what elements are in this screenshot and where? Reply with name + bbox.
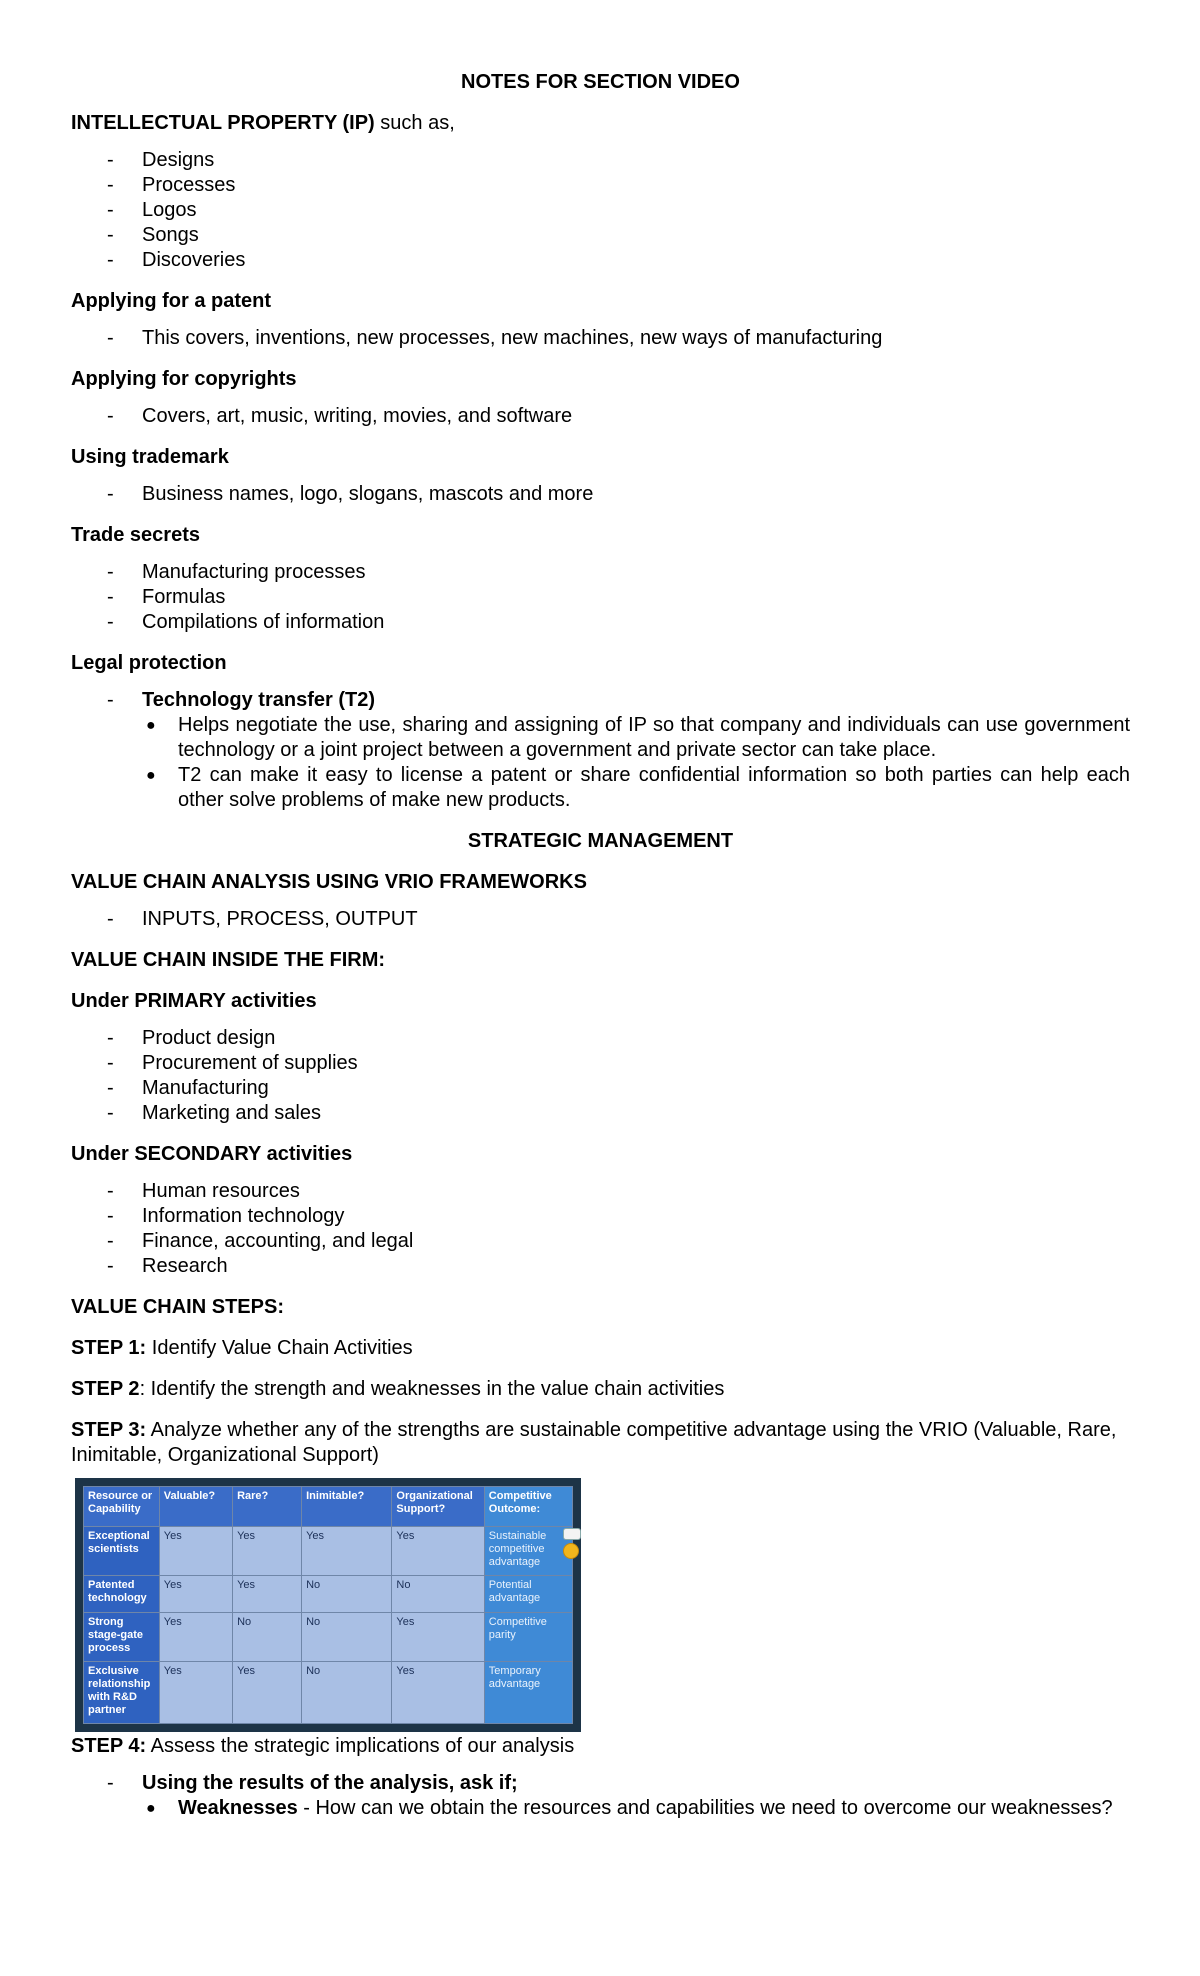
- table-header-cell: Resource or Capability: [84, 1487, 160, 1527]
- primary-list: [71, 1026, 1130, 1126]
- list-item: - Business names, logo, slogans, mascots and more: [107, 483, 594, 505]
- vca-heading: VALUE CHAIN ANALYSIS USING VRIO FRAMEWORKS: [71, 871, 587, 893]
- patent-heading: Applying for a patent: [71, 290, 271, 312]
- step-3: STEP 3: Analyze whether any of the strengths are sustainable competitive advantage using the VRIO (Valuable, Rare, Inimitable, Organizational Support): [71, 1419, 1117, 1466]
- list-item: - Information technology: [107, 1205, 345, 1227]
- inside-heading: VALUE CHAIN INSIDE THE FIRM:: [71, 949, 386, 971]
- steps-heading: VALUE CHAIN STEPS:: [71, 1296, 284, 1318]
- secondary-heading: Under SECONDARY activities: [71, 1143, 353, 1165]
- table-header-cell: Valuable?: [159, 1487, 232, 1527]
- list-item: - INPUTS, PROCESS, OUTPUT: [107, 908, 418, 930]
- step4-list: [71, 1771, 1130, 1821]
- vca-list: [71, 907, 1130, 932]
- vrio-table-image: [75, 1478, 581, 1732]
- step-4: STEP 4: Assess the strategic implications of our analysis: [71, 1735, 575, 1757]
- step-1: STEP 1: Identify Value Chain Activities: [71, 1337, 413, 1359]
- legal-bullets: [142, 713, 1130, 813]
- table-row: Strong stage-gate process Yes No No Yes Competitive parity: [84, 1613, 573, 1662]
- table-header-cell: Inimitable?: [302, 1487, 392, 1527]
- legal-list: [71, 688, 1130, 813]
- list-item: - Formulas: [107, 586, 226, 608]
- trademark-heading: Using trademark: [71, 446, 229, 468]
- table-row: Exceptional scientists Yes Yes Yes Yes Sustainable competitive advantage: [84, 1527, 573, 1576]
- list-item: - Designs: [107, 149, 215, 171]
- list-item: - Human resources: [107, 1180, 300, 1202]
- list-item: - Technology transfer (T2) ● Helps negotiate the use, sharing and assigning of IP so that company and individuals can use government technology or a joint project between a government and private sector can take place. ● T2 can make it easy to license a patent or share confidential information so both parties can help each other solve problems of make new products.: [107, 689, 1130, 811]
- list-item: - Research: [107, 1255, 228, 1277]
- ip-heading: [71, 111, 1130, 136]
- trademark-list: [71, 482, 1130, 507]
- list-item: - Marketing and sales: [107, 1102, 321, 1124]
- bullet-item: ● Weaknesses - How can we obtain the resources and capabilities we need to overcome our weaknesses?: [146, 1797, 1113, 1819]
- bullet-item: ● T2 can make it easy to license a patent or share confidential information so both parties can help each other solve problems of make new products.: [146, 764, 1130, 811]
- ip-heading-bold: INTELLECTUAL PROPERTY (IP): [71, 112, 375, 134]
- ip-list: [71, 148, 1130, 273]
- step4-bullets: [142, 1796, 1130, 1821]
- copyright-heading: Applying for copyrights: [71, 368, 297, 390]
- primary-heading: Under PRIMARY activities: [71, 990, 317, 1012]
- list-item: - Songs: [107, 224, 199, 246]
- table-header-cell: Competitive Outcome:: [484, 1487, 572, 1527]
- list-item: - Logos: [107, 199, 197, 221]
- bullet-item: ● Helps negotiate the use, sharing and assigning of IP so that company and individuals can use government technology or a joint project between a government and private sector can take place.: [146, 714, 1130, 761]
- copyright-list: [71, 404, 1130, 429]
- strategic-title: STRATEGIC MANAGEMENT: [467, 830, 734, 852]
- list-item: - Compilations of information: [107, 611, 385, 633]
- patent-list: [71, 326, 1130, 351]
- list-item: - Discoveries: [107, 249, 246, 271]
- vrio-table: [83, 1486, 573, 1724]
- trade-secrets-list: [71, 560, 1130, 635]
- list-item: - Using the results of the analysis, ask if; ● Weaknesses - How can we obtain the resources and capabilities we need to overcome our weaknesses?: [71, 1771, 1130, 1821]
- award-badge-icon: [563, 1528, 581, 1559]
- trade-secrets-heading: Trade secrets: [71, 524, 200, 546]
- table-header-cell: Rare?: [233, 1487, 302, 1527]
- step-2: STEP 2: Identify the strength and weaknesses in the value chain activities: [71, 1378, 725, 1400]
- list-item: - Finance, accounting, and legal: [107, 1230, 414, 1252]
- list-item: - Manufacturing processes: [107, 561, 366, 583]
- page-title: NOTES FOR SECTION VIDEO: [461, 71, 740, 93]
- table-row: Exclusive relationship with R&D partner Yes Yes No Yes Temporary advantage: [84, 1662, 573, 1724]
- list-item: - Procurement of supplies: [107, 1052, 358, 1074]
- list-item: - Processes: [107, 174, 236, 196]
- list-item: - Manufacturing: [107, 1077, 269, 1099]
- table-header-row: [84, 1487, 573, 1527]
- list-item: - This covers, inventions, new processes, new machines, new ways of manufacturing: [107, 327, 883, 349]
- legal-heading: Legal protection: [71, 652, 227, 674]
- list-item: - Product design: [107, 1027, 276, 1049]
- table-row: Patented technology Yes Yes No No Potential advantage: [84, 1576, 573, 1613]
- list-item: - Covers, art, music, writing, movies, and software: [107, 405, 573, 427]
- table-header-cell: Organizational Support?: [392, 1487, 484, 1527]
- secondary-list: [71, 1179, 1130, 1279]
- ip-heading-suffix: such as,: [374, 112, 455, 134]
